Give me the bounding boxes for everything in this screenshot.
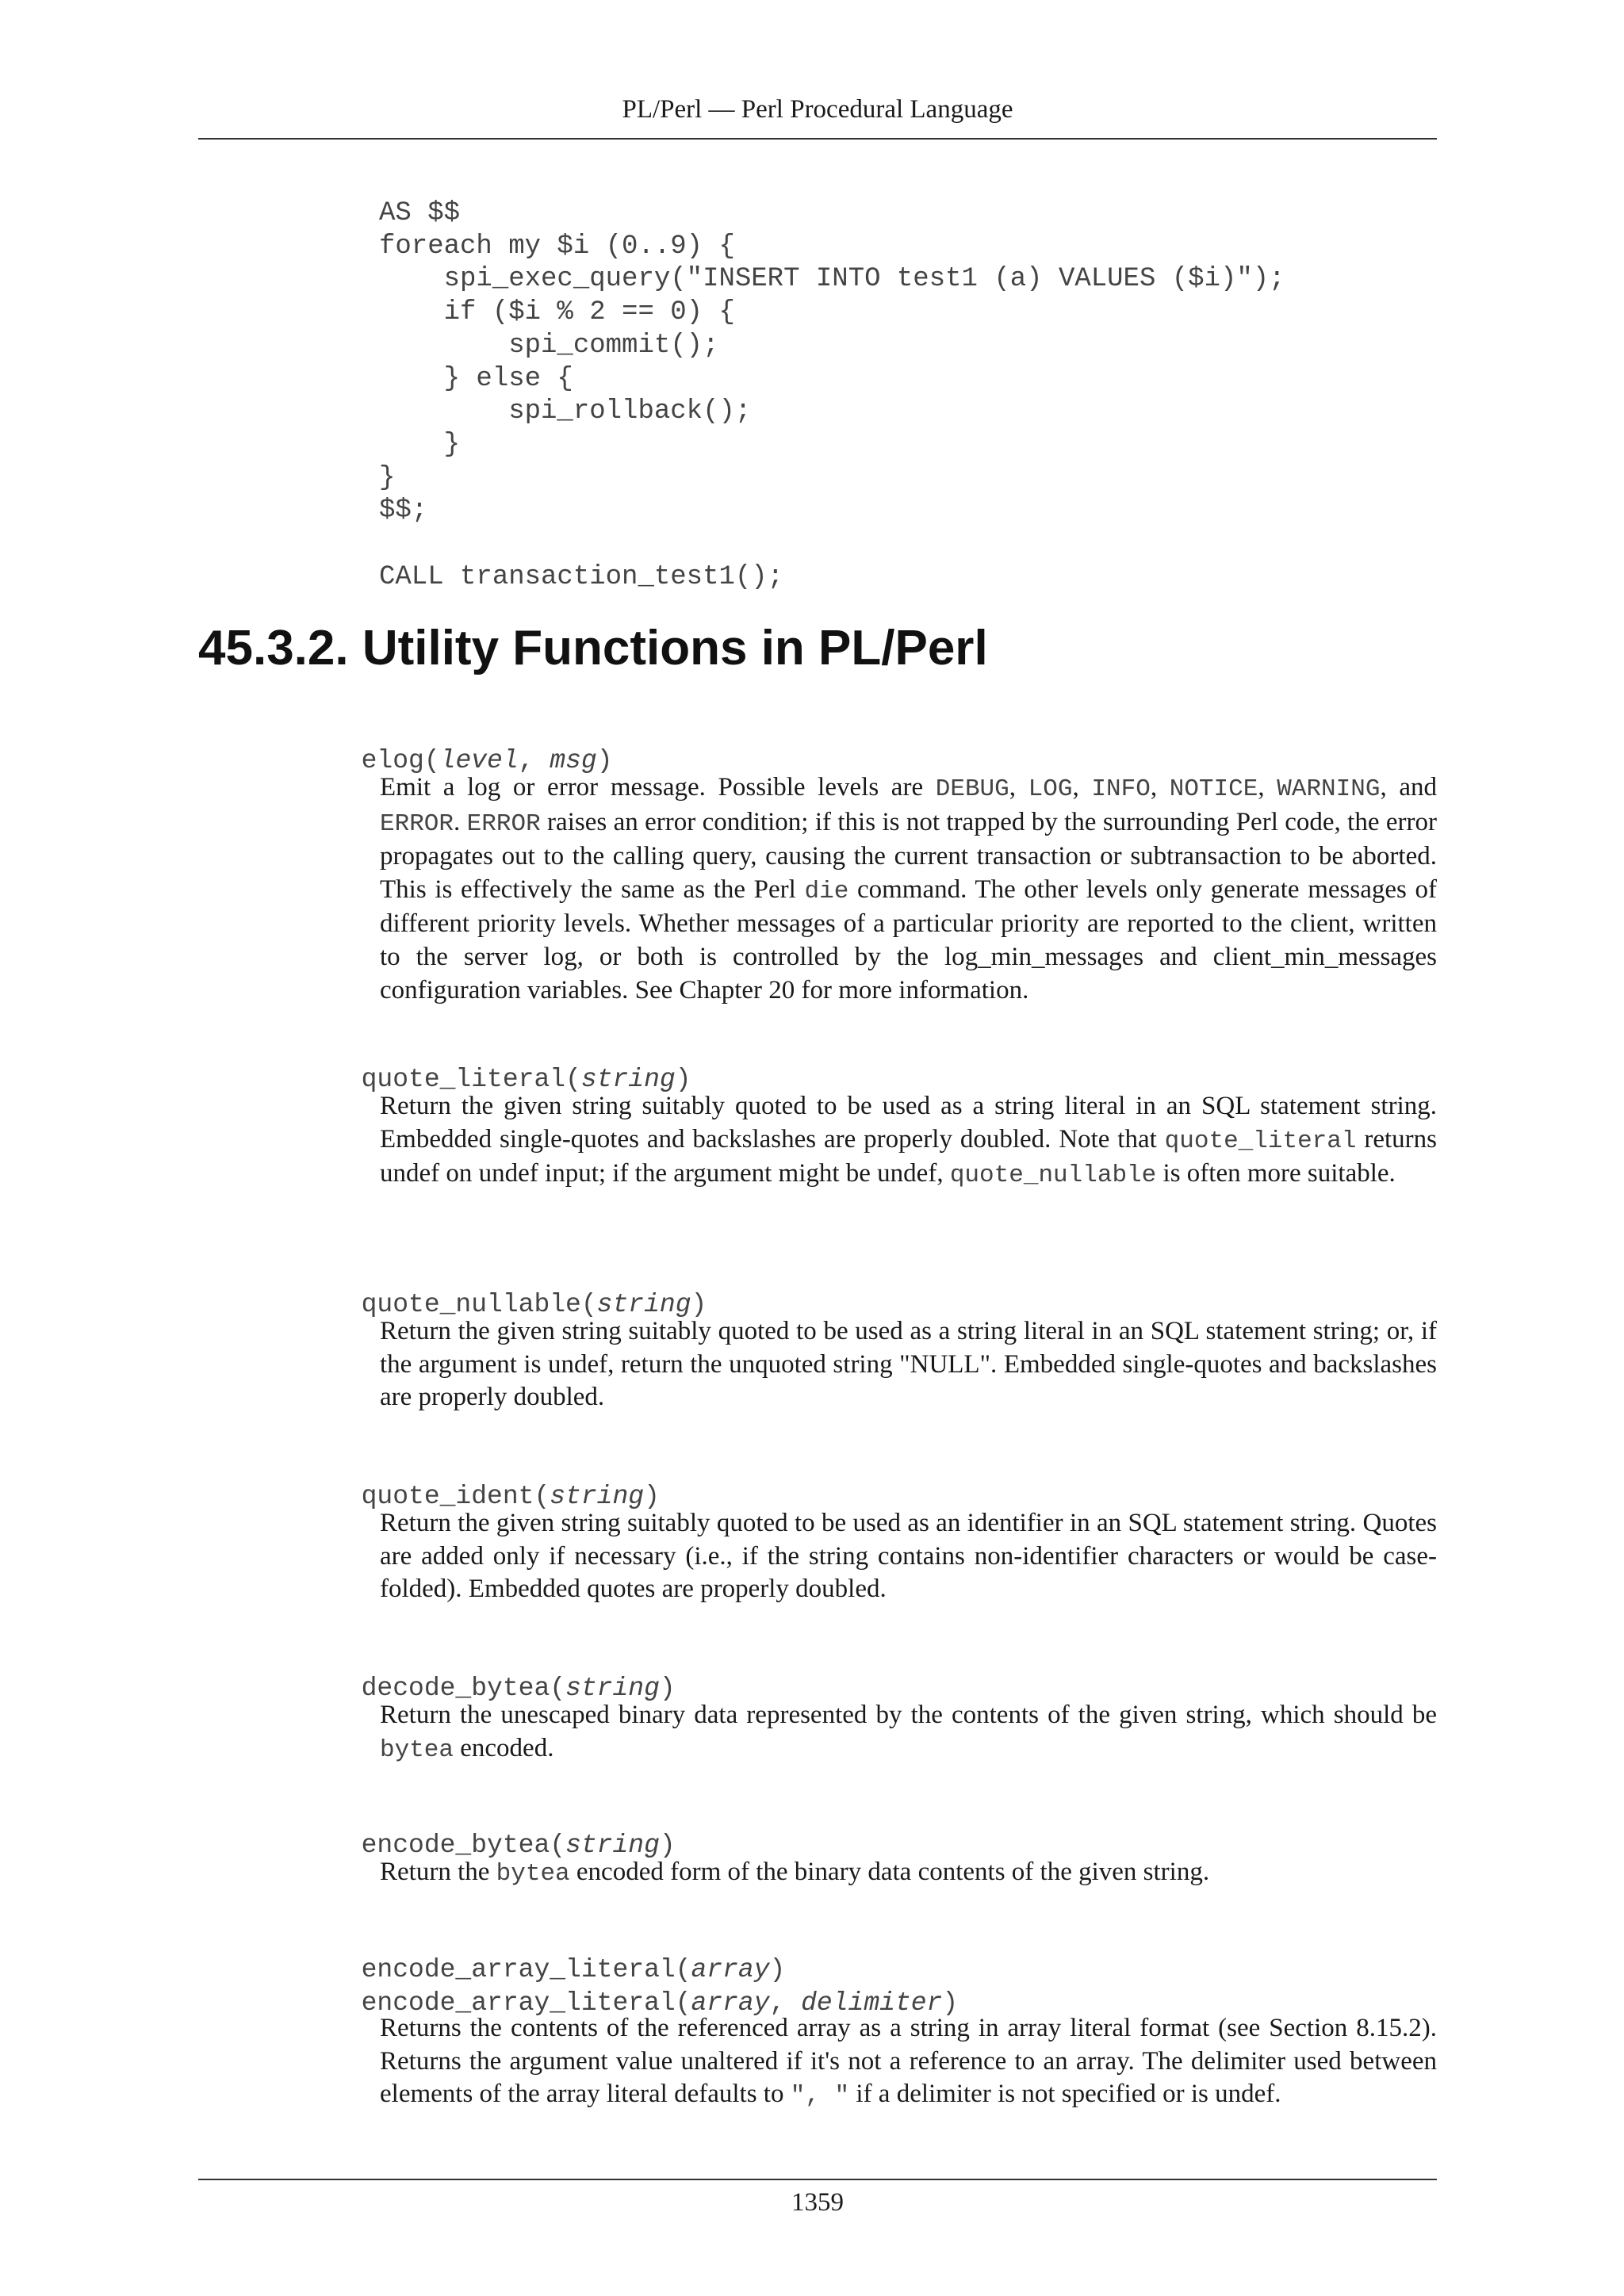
term-text: , xyxy=(769,1988,802,2018)
desc-text: Return the unescaped binary data represented by the contents of the given string, which should be xyxy=(380,1701,1437,1729)
term-text: quote_literal( xyxy=(361,1065,581,1094)
code-example: AS $$ foreach my $i (0..9) { spi_exec_query("INSERT INTO test1 (a) VALUES ($i)"); if ($i % 2 == 0) { spi_commit(); } else { spi_rollback(); } } $$; CALL transaction_test1(); xyxy=(379,198,1285,592)
header-rule xyxy=(198,138,1437,140)
term-text: ) xyxy=(596,746,613,775)
term-text: ) xyxy=(659,1831,676,1860)
term-text: encode_bytea( xyxy=(361,1831,566,1860)
desc-elog xyxy=(380,771,1437,1007)
code-literal: bytea xyxy=(496,1860,570,1888)
term-text: elog( xyxy=(361,746,440,775)
desc-text: Emit a log or error message. Possible levels are xyxy=(380,773,936,802)
term-encode-bytea xyxy=(330,1796,676,1862)
term-text: , xyxy=(518,746,550,775)
term-param: array xyxy=(691,1988,770,2018)
section-title: 45.3.2. Utility Functions in PL/Perl xyxy=(198,621,988,675)
term-text: decode_bytea( xyxy=(361,1674,566,1703)
code-literal: WARNING xyxy=(1277,775,1381,803)
running-header: PL/Perl — Perl Procedural Language xyxy=(622,95,1013,124)
code-literal: ERROR xyxy=(380,809,454,838)
term-param: level xyxy=(439,746,519,775)
desc-text: . xyxy=(454,807,467,836)
desc-text: command. The other levels only generate messages of different priority levels. Whether messages of a particular priority are reported to the client, written to the server log, or both is controlled by the log_min_messages and client_min_messages configuration variables. See Chapter 20 for more information. xyxy=(380,874,1437,1004)
desc-quote-ident xyxy=(380,1507,1437,1606)
term-quote-literal xyxy=(330,1030,691,1096)
desc-quote-literal xyxy=(380,1090,1437,1192)
term-text: ) xyxy=(942,1988,959,2018)
term-param: string xyxy=(550,1482,645,1511)
term-text: ) xyxy=(691,1290,707,1319)
term-param: string xyxy=(596,1290,691,1319)
desc-quote-nullable xyxy=(380,1315,1437,1414)
desc-text: Return the given string suitably quoted to be used as a string literal in an SQL statement string; or, if the argument is undef, return the unquoted string "NULL". Embedded single-quotes and backslashes are properly doubled. xyxy=(380,1317,1437,1412)
code-literal: DEBUG xyxy=(935,775,1009,803)
desc-text: Return the xyxy=(380,1858,496,1886)
desc-text: , xyxy=(1072,773,1092,802)
code-literal: die xyxy=(804,877,849,905)
code-literal: quote_literal xyxy=(1164,1127,1357,1155)
term-decode-bytea xyxy=(330,1639,676,1705)
term-param: delimiter xyxy=(801,1988,943,2018)
desc-text: , xyxy=(1258,773,1277,802)
desc-text: Returns the contents of the referenced array as a string in array literal format (see Section 8.15.2). Returns the argument value unaltered if it's not a reference to an array. The delimiter used between elements of the array literal defaults to xyxy=(380,2014,1437,2109)
term-quote-nullable xyxy=(330,1255,707,1322)
desc-text: Return the given string suitably quoted to be used as an identifier in an SQL statement string. Quotes are added only if necessary (i.e., if the string contains non-identifier characters or would be case-folded). Embedded quotes are properly doubled. xyxy=(380,1509,1437,1604)
code-literal: LOG xyxy=(1028,775,1073,803)
term-elog xyxy=(330,711,613,778)
code-literal: quote_nullable xyxy=(949,1161,1157,1190)
desc-text: , xyxy=(1150,773,1170,802)
desc-decode-bytea xyxy=(380,1699,1437,1766)
term-param: string xyxy=(580,1065,676,1094)
desc-text: encoded. xyxy=(454,1733,554,1762)
term-text: ) xyxy=(675,1065,691,1094)
page-number: 1359 xyxy=(791,2188,844,2217)
term-param: msg xyxy=(550,746,597,775)
term-text: ) xyxy=(769,1955,786,1984)
term-param: string xyxy=(565,1674,660,1703)
desc-text: returns undef on undef input; if the argument might be undef, xyxy=(380,1124,1438,1188)
code-literal: bytea xyxy=(380,1735,454,1764)
term-text: quote_ident( xyxy=(361,1482,550,1511)
term-param: string xyxy=(565,1831,660,1860)
term-text: encode_array_literal( xyxy=(361,1988,691,2018)
term-encode-array-literal-delimiter xyxy=(330,1954,958,2020)
desc-text: , xyxy=(1009,773,1028,802)
term-quote-ident xyxy=(330,1447,660,1513)
desc-text: encoded form of the binary data contents of the given string. xyxy=(569,1858,1210,1886)
footer-rule xyxy=(198,2179,1437,2180)
desc-text: is often more suitable. xyxy=(1156,1159,1396,1188)
desc-text: if a delimiter is not specified or is undef. xyxy=(849,2080,1281,2109)
code-literal: INFO xyxy=(1091,775,1151,803)
desc-encode-bytea xyxy=(380,1856,1437,1891)
code-literal: ERROR xyxy=(466,809,541,838)
desc-text: raises an error condition; if this is not trapped by the surrounding Perl code, the error propagates out to the calling query, causing the current transaction or subtransaction to be aborted. This is effectively the same as the Perl xyxy=(380,807,1438,904)
term-text: ) xyxy=(659,1674,676,1703)
code-literal: NOTICE xyxy=(1169,775,1258,803)
term-text: encode_array_literal( xyxy=(361,1955,691,1984)
desc-text: Return the given string suitably quoted to be used as a string literal in an SQL statement string. Embedded single-quotes and backslashes are properly doubled. Note that xyxy=(380,1092,1437,1154)
desc-text: , and xyxy=(1380,773,1438,802)
desc-encode-array-literal xyxy=(380,2012,1437,2113)
term-text: quote_nullable( xyxy=(361,1290,597,1319)
code-literal: ", " xyxy=(790,2082,850,2110)
term-param: array xyxy=(691,1955,770,1984)
term-text: ) xyxy=(644,1482,660,1511)
